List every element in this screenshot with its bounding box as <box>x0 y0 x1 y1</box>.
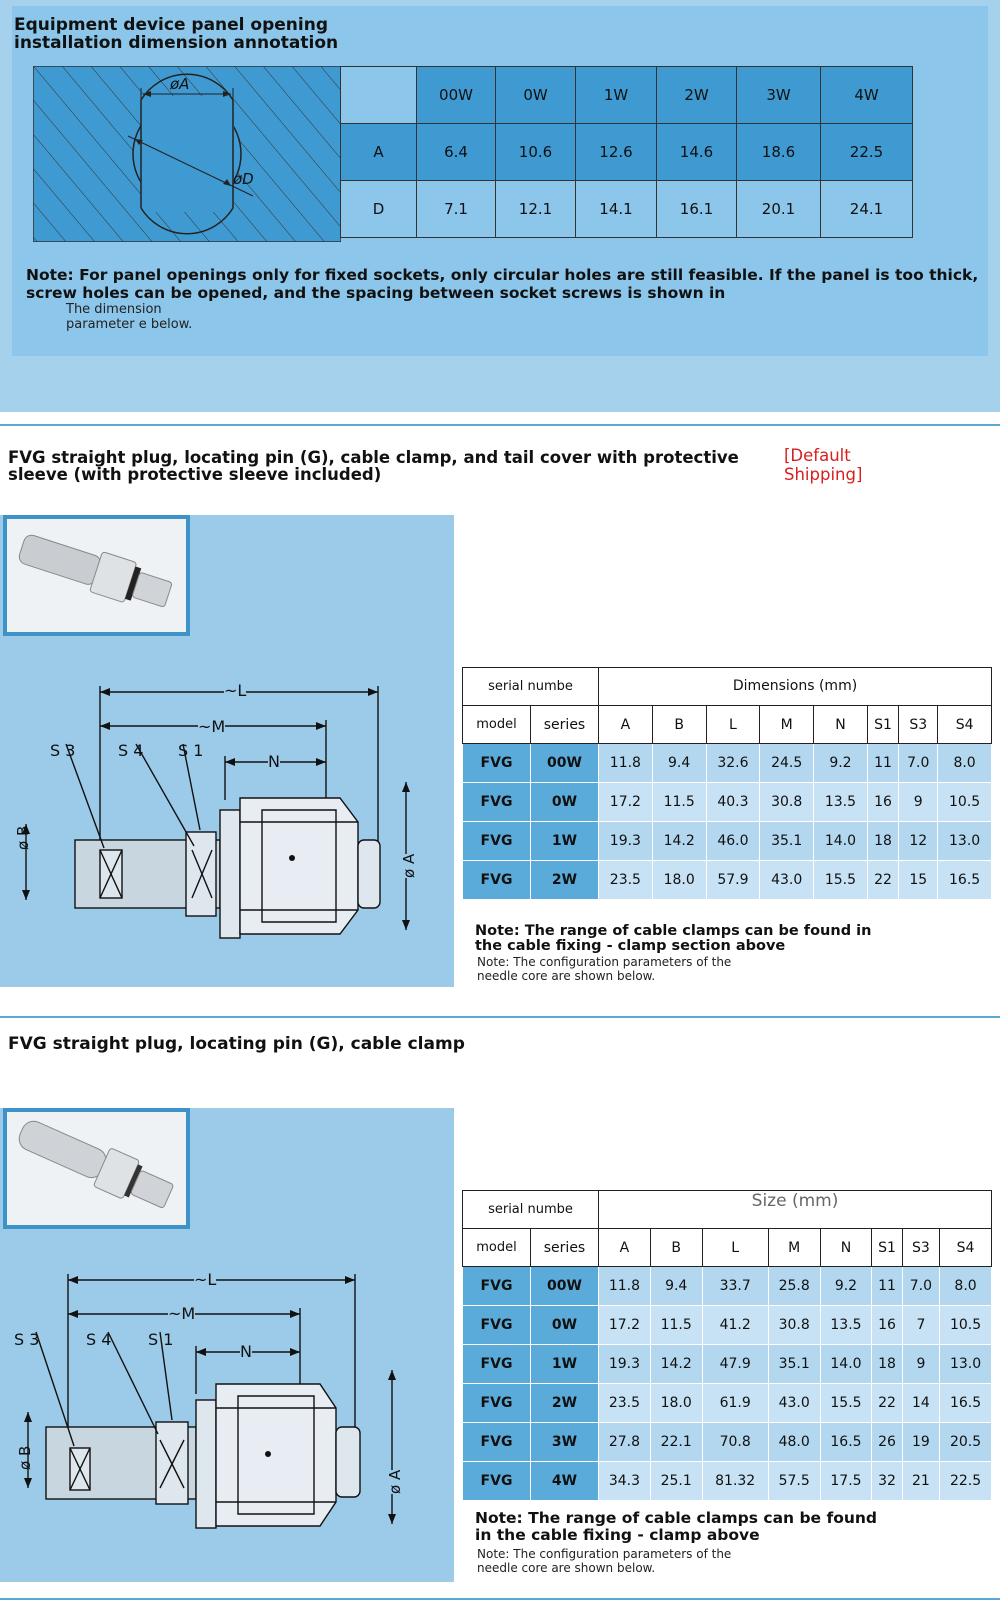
header-series: 00W <box>417 67 496 124</box>
product-photo-1 <box>3 515 190 636</box>
table-cell: 35.1 <box>768 1345 820 1384</box>
table-cell: 7.0 <box>899 744 938 783</box>
model-cell: FVG <box>463 1384 531 1423</box>
table-cell: 9.4 <box>650 1267 702 1306</box>
table-cell: 25.8 <box>768 1267 820 1306</box>
dim-label-n: N <box>240 1342 252 1361</box>
table-cell: 13.0 <box>938 822 992 861</box>
table-row <box>463 1267 992 1306</box>
table-cell: 16.5 <box>940 1384 992 1423</box>
table-cell: 13.5 <box>814 783 868 822</box>
col-header: L <box>706 706 760 744</box>
dim-label-m: ~M <box>168 1304 196 1323</box>
table-row <box>463 783 992 822</box>
table-cell: 6.4 <box>417 124 496 181</box>
table-cell: 14.6 <box>657 124 737 181</box>
model-cell: FVG <box>463 1423 531 1462</box>
table-cell: 11.8 <box>599 744 653 783</box>
dim-label-m: ~M <box>198 717 226 736</box>
table-row <box>463 1306 992 1345</box>
table-cell: 34.3 <box>599 1462 651 1501</box>
table-cell: 43.0 <box>768 1384 820 1423</box>
series-header: series <box>531 1229 599 1267</box>
table-cell: 41.2 <box>702 1306 768 1345</box>
table-cell: 13.5 <box>820 1306 872 1345</box>
model-cell: FVG <box>463 1306 531 1345</box>
series-header: series <box>531 706 599 744</box>
model-cell: FVG <box>463 1462 531 1501</box>
table-cell: 27.8 <box>599 1423 651 1462</box>
header-series: 3W <box>737 67 821 124</box>
col-header: S4 <box>938 706 992 744</box>
table-cell: 48.0 <box>768 1423 820 1462</box>
model-cell: FVG <box>463 1267 531 1306</box>
panel-title: Equipment device panel opening installation dimension annotation <box>14 15 339 53</box>
table-cell: 17.2 <box>599 1306 651 1345</box>
table-cell: 16 <box>872 1306 902 1345</box>
table-row <box>463 861 992 900</box>
table-cell: 32 <box>872 1462 902 1501</box>
col-header: B <box>652 706 706 744</box>
dimensions-table-1 <box>462 667 992 900</box>
table-row <box>463 822 992 861</box>
table-cell: 57.5 <box>768 1462 820 1501</box>
table-cell: 10.5 <box>940 1306 992 1345</box>
table-cell: 21 <box>902 1462 939 1501</box>
series-cell: 0W <box>531 1306 599 1345</box>
table-cell: 25.1 <box>650 1462 702 1501</box>
series-cell: 2W <box>531 1384 599 1423</box>
dim-label-s3: S 3 <box>50 741 76 760</box>
table-cell: 40.3 <box>706 783 760 822</box>
table-cell: 24.5 <box>760 744 814 783</box>
panel-note: Note: For panel openings only for fixed sockets, only circular holes are still feasible. If the panel is too thick, screw holes can be opened, and the spacing between socket screws is shown in <box>26 266 979 302</box>
table-cell: 12 <box>899 822 938 861</box>
connector-photo-icon <box>7 1112 186 1225</box>
table-cell: 11.8 <box>599 1267 651 1306</box>
table-cell: 18.6 <box>737 124 821 181</box>
table-cell: 18.0 <box>652 861 706 900</box>
header-series: 4W <box>821 67 913 124</box>
model-cell: FVG <box>463 1345 531 1384</box>
col-header: S4 <box>940 1229 992 1267</box>
col-header: A <box>599 706 653 744</box>
table-row <box>463 1345 992 1384</box>
table-cell: 12.6 <box>576 124 657 181</box>
section2-note: Note: The range of cable clamps can be found in the cable fixing - clamp section above <box>475 923 872 954</box>
table-cell: 30.8 <box>760 783 814 822</box>
dimensions-table-2 <box>462 1190 992 1501</box>
table-cell: 7.0 <box>902 1267 939 1306</box>
col-header: N <box>814 706 868 744</box>
table-cell: 22 <box>872 1384 902 1423</box>
table-cell: 15.5 <box>820 1384 872 1423</box>
row-label: A <box>341 124 417 181</box>
table-cell: 15 <box>899 861 938 900</box>
section3-note-small: Note: The configuration parameters of the needle core are shown below. <box>477 1547 732 1575</box>
dim-label-a: ø A <box>400 853 418 878</box>
table-row <box>463 744 992 783</box>
table-cell: 43.0 <box>760 861 814 900</box>
dim-label-n: N <box>268 752 280 771</box>
table-cell: 16.5 <box>938 861 992 900</box>
col-header: N <box>820 1229 872 1267</box>
series-cell: 3W <box>531 1423 599 1462</box>
col-header: S3 <box>902 1229 939 1267</box>
series-cell: 2W <box>531 861 599 900</box>
dim-label-a: ø A <box>386 1469 404 1494</box>
size-group-header: Size (mm) <box>599 1191 992 1229</box>
table-cell: 9.4 <box>652 744 706 783</box>
table-cell: 35.1 <box>760 822 814 861</box>
product-photo-2 <box>3 1108 190 1229</box>
table-cell: 14.0 <box>814 822 868 861</box>
table-cell: 9.2 <box>820 1267 872 1306</box>
dim-label-s1: S 1 <box>178 741 204 760</box>
series-cell: 00W <box>531 1267 599 1306</box>
table-cell: 16 <box>867 783 898 822</box>
table-cell: 11.5 <box>652 783 706 822</box>
serial-number-header: serial numbe <box>463 668 599 706</box>
table-cell: 8.0 <box>938 744 992 783</box>
table-cell: 17.2 <box>599 783 653 822</box>
model-header: model <box>463 706 531 744</box>
table-cell: 46.0 <box>706 822 760 861</box>
series-cell: 0W <box>531 783 599 822</box>
section-divider <box>0 424 1000 426</box>
dimensions-group-header: Dimensions (mm) <box>599 668 992 706</box>
series-cell: 1W <box>531 1345 599 1384</box>
table-cell: 14.1 <box>576 181 657 238</box>
table-cell: 47.9 <box>702 1345 768 1384</box>
header-series: 2W <box>657 67 737 124</box>
plug-technical-drawing-2 <box>0 1262 454 1562</box>
table-cell: 16.1 <box>657 181 737 238</box>
table-cell: 30.8 <box>768 1306 820 1345</box>
dim-label-b: ø B <box>16 1445 34 1470</box>
section3-title: FVG straight plug, locating pin (G), cable clamp <box>8 1034 465 1054</box>
table-cell: 19.3 <box>599 1345 651 1384</box>
table-cell: 70.8 <box>702 1423 768 1462</box>
table-cell: 23.5 <box>599 861 653 900</box>
default-shipping-tag: [Default Shipping] <box>784 446 863 484</box>
table-cell: 23.5 <box>599 1384 651 1423</box>
section2-title: FVG straight plug, locating pin (G), cable clamp, and tail cover with protective sleeve (with protective sleeve included) <box>8 448 739 484</box>
table-cell: 9 <box>899 783 938 822</box>
table-cell: 13.0 <box>940 1345 992 1384</box>
table-cell: 10.5 <box>938 783 992 822</box>
section2-note-small: Note: The configuration parameters of the needle core are shown below. <box>477 955 732 983</box>
table-cell: 9 <box>902 1345 939 1384</box>
col-header: B <box>650 1229 702 1267</box>
table-cell: 11 <box>867 744 898 783</box>
table-corner <box>341 67 417 124</box>
table-cell: 10.6 <box>496 124 576 181</box>
connector-photo-icon <box>7 519 186 632</box>
table-cell: 11 <box>872 1267 902 1306</box>
series-cell: 00W <box>531 744 599 783</box>
dim-label-s4: S 4 <box>86 1330 112 1349</box>
table-cell: 22.5 <box>940 1462 992 1501</box>
table-cell: 7.1 <box>417 181 496 238</box>
col-header: M <box>760 706 814 744</box>
dim-label-s3: S 3 <box>14 1330 40 1349</box>
model-header: model <box>463 1229 531 1267</box>
table-cell: 57.9 <box>706 861 760 900</box>
dim-label-s1: S 1 <box>148 1330 174 1349</box>
dim-label-s4: S 4 <box>118 741 144 760</box>
table-cell: 14.2 <box>650 1345 702 1384</box>
table-cell: 19 <box>902 1423 939 1462</box>
table-row <box>463 1423 992 1462</box>
label-diameter-a: øA <box>170 75 190 93</box>
section-divider <box>0 1598 1000 1600</box>
dim-label-l: ~L <box>194 1270 217 1289</box>
header-series: 0W <box>496 67 576 124</box>
table-cell: 18 <box>867 822 898 861</box>
table-cell: 81.32 <box>702 1462 768 1501</box>
model-cell: FVG <box>463 783 531 822</box>
series-cell: 4W <box>531 1462 599 1501</box>
series-cell: 1W <box>531 822 599 861</box>
dim-label-l: ~L <box>224 681 247 700</box>
table-cell: 61.9 <box>702 1384 768 1423</box>
table-cell: 15.5 <box>814 861 868 900</box>
row-label: D <box>341 181 417 238</box>
model-cell: FVG <box>463 861 531 900</box>
table-row <box>463 1462 992 1501</box>
table-cell: 9.2 <box>814 744 868 783</box>
section-divider <box>0 1016 1000 1018</box>
table-cell: 33.7 <box>702 1267 768 1306</box>
table-cell: 22 <box>867 861 898 900</box>
section3-note: Note: The range of cable clamps can be found in the cable fixing - clamp above <box>475 1509 878 1544</box>
table-cell: 8.0 <box>940 1267 992 1306</box>
col-header: A <box>599 1229 651 1267</box>
model-cell: FVG <box>463 822 531 861</box>
col-header: M <box>768 1229 820 1267</box>
serial-number-header: serial numbe <box>463 1191 599 1229</box>
table-cell: 20.5 <box>940 1423 992 1462</box>
table-cell: 32.6 <box>706 744 760 783</box>
col-header: S3 <box>899 706 938 744</box>
panel-opening-table <box>340 66 913 238</box>
table-cell: 11.5 <box>650 1306 702 1345</box>
table-cell: 22.5 <box>821 124 913 181</box>
table-cell: 26 <box>872 1423 902 1462</box>
table-cell: 19.3 <box>599 822 653 861</box>
table-row <box>463 1384 992 1423</box>
table-cell: 16.5 <box>820 1423 872 1462</box>
header-series: 1W <box>576 67 657 124</box>
table-cell: 18 <box>872 1345 902 1384</box>
table-cell: 14 <box>902 1384 939 1423</box>
table-cell: 14.0 <box>820 1345 872 1384</box>
table-cell: 22.1 <box>650 1423 702 1462</box>
col-header: S1 <box>867 706 898 744</box>
col-header: L <box>702 1229 768 1267</box>
col-header: S1 <box>872 1229 902 1267</box>
table-cell: 20.1 <box>737 181 821 238</box>
table-cell: 14.2 <box>652 822 706 861</box>
panel-note-small: The dimension parameter e below. <box>66 302 193 332</box>
table-cell: 17.5 <box>820 1462 872 1501</box>
model-cell: FVG <box>463 744 531 783</box>
table-cell: 12.1 <box>496 181 576 238</box>
plug-technical-drawing-1 <box>0 670 454 970</box>
dim-label-b: ø B <box>14 825 32 850</box>
table-cell: 18.0 <box>650 1384 702 1423</box>
label-diameter-d: øD <box>233 170 254 188</box>
table-cell: 24.1 <box>821 181 913 238</box>
table-cell: 7 <box>902 1306 939 1345</box>
